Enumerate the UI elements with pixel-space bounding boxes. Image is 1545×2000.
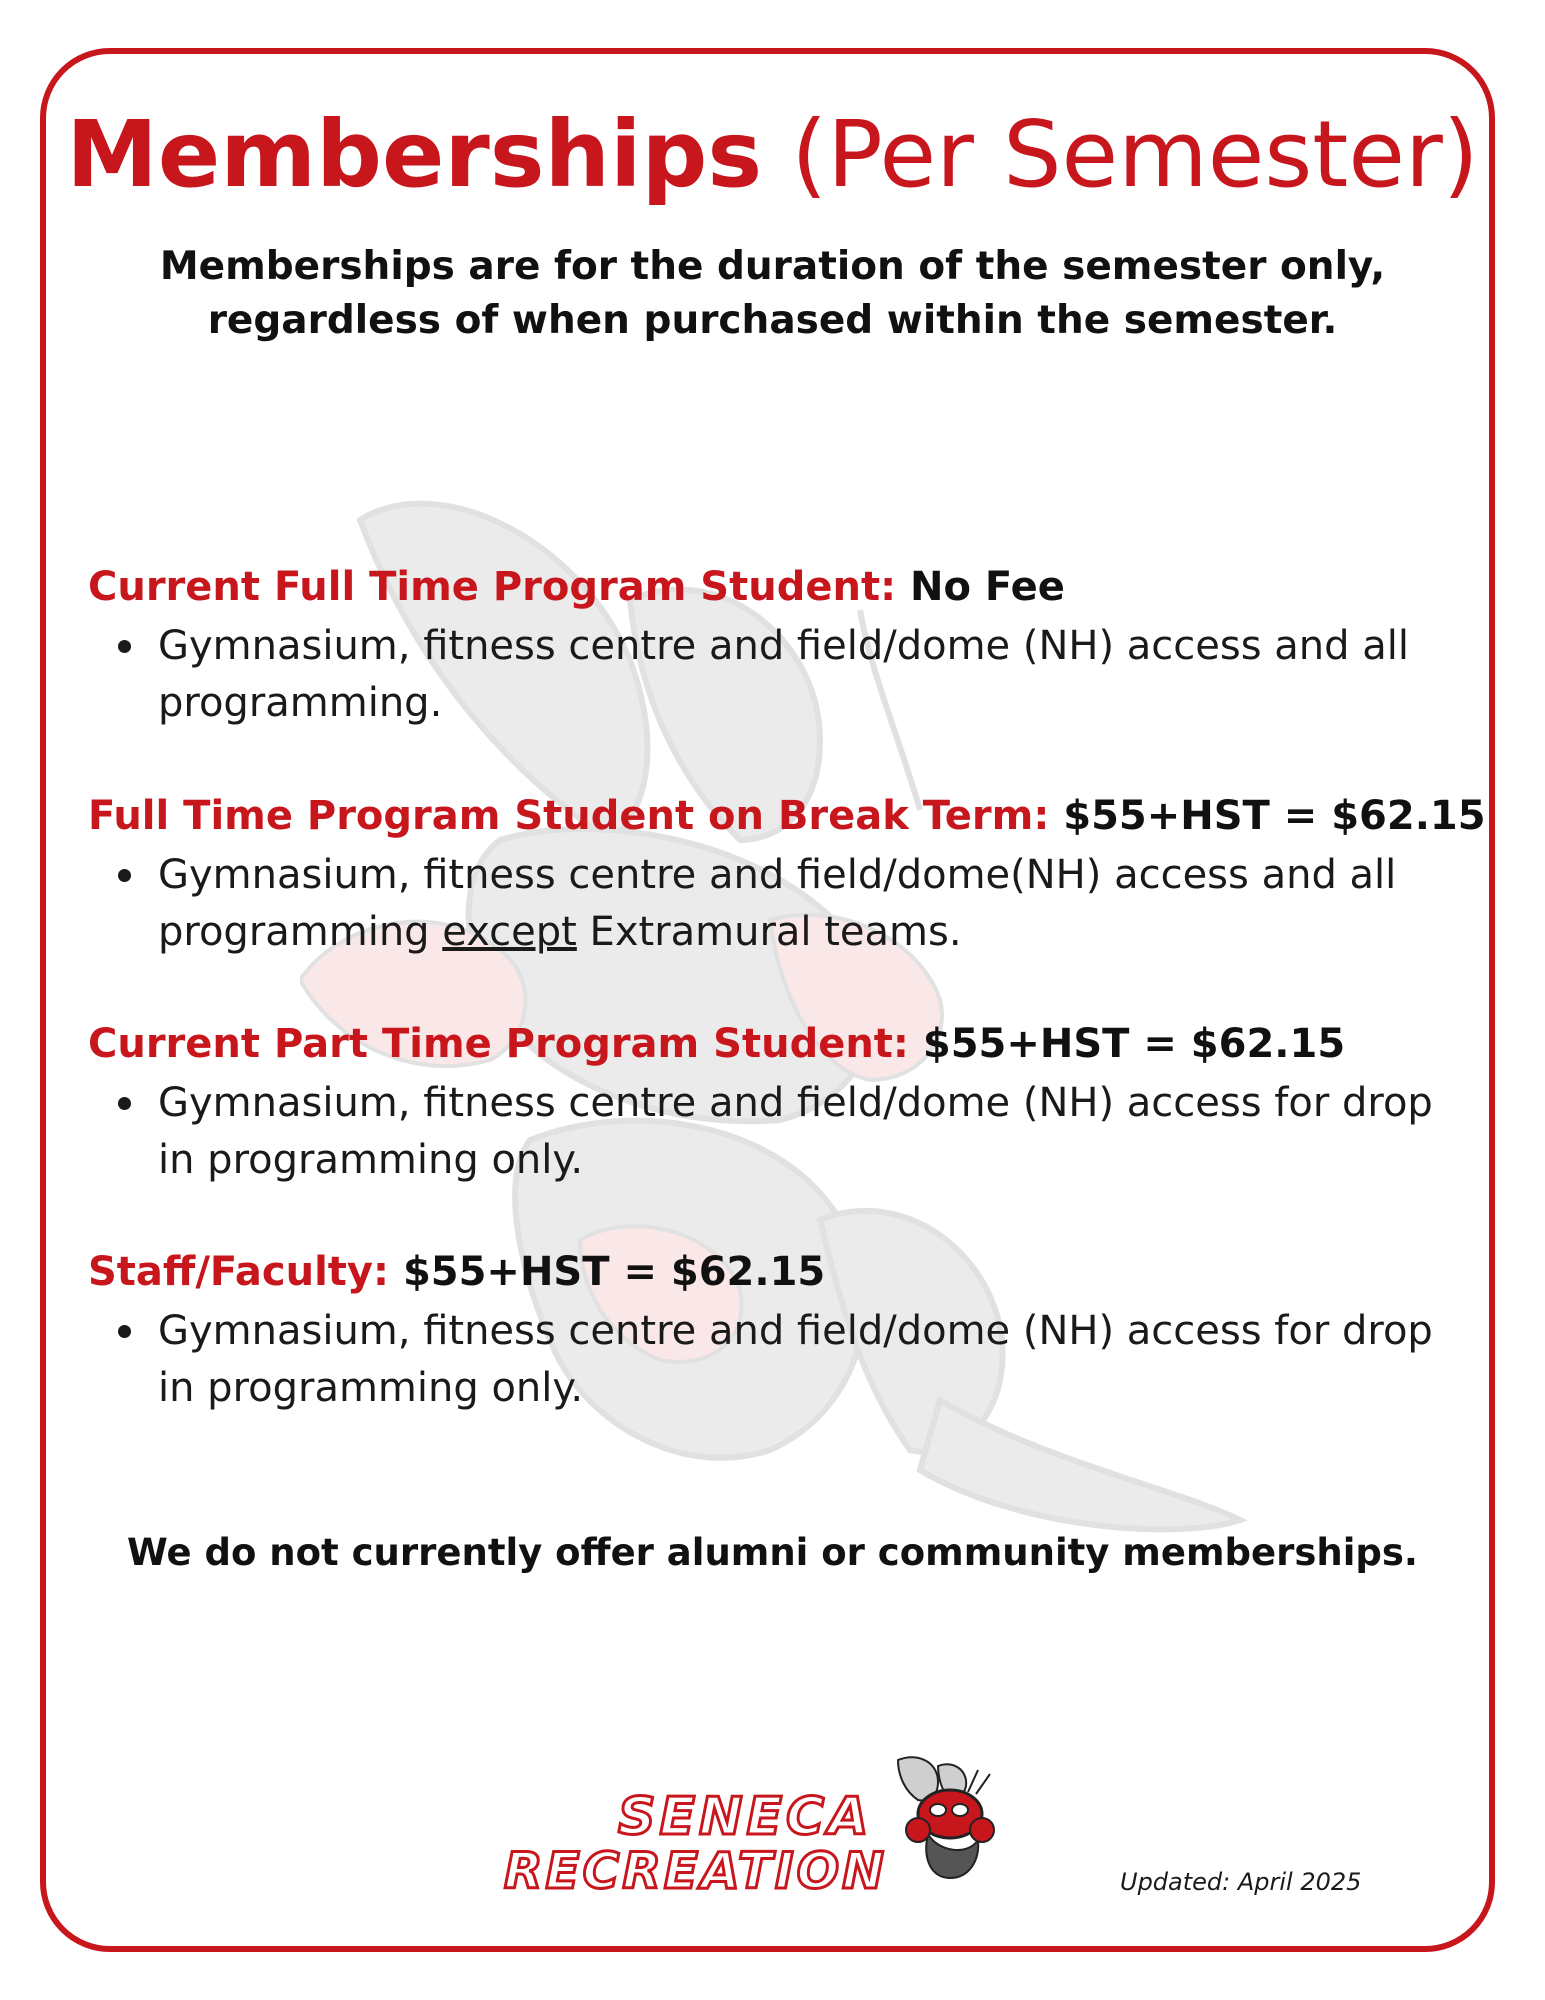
membership-heading [88,1017,1468,1071]
membership-price: No Fee [910,564,1065,610]
membership-price: $55+HST = $62.15 [1063,793,1486,839]
membership-label: Staff/Faculty: [88,1249,389,1295]
membership-staff-faculty [88,1245,1468,1417]
membership-bullet-text: Gymnasium, fitness centre and field/dome(NH) access and all programming [158,852,1397,955]
membership-bullet [88,618,1468,732]
membership-price: $55+HST = $62.15 [402,1249,826,1295]
membership-bullet-text: Gymnasium, fitness centre and field/dome (NH) access for drop in programming only. [158,1308,1433,1411]
footer-note: We do not currently offer alumni or community memberships. [127,1531,1418,1574]
bullet-dot-icon [118,1097,131,1110]
subtitle-line-1: Memberships are for the duration of the semester only, [159,244,1386,289]
membership-full-time [88,560,1468,732]
logo-line-2: RECREATION [504,1842,887,1900]
membership-part-time [88,1017,1468,1189]
membership-bullet-emphasis: except [442,909,577,955]
subtitle [150,240,1395,348]
logo-line-1: SENECA [618,1787,873,1847]
page-title [0,100,1545,210]
membership-label: Current Part Time Program Student: [88,1021,909,1067]
title-light: (Per Semester) [791,101,1479,208]
membership-break-term [88,789,1486,961]
membership-heading [88,1245,1468,1299]
membership-label: Current Full Time Program Student: [88,564,897,610]
title-bold: Memberships [66,101,763,208]
membership-bullet [88,1303,1468,1417]
membership-price: $55+HST = $62.15 [922,1021,1346,1067]
membership-heading [88,560,1468,614]
membership-heading [88,789,1486,843]
membership-bullet [88,1075,1468,1189]
membership-bullet-text: Gymnasium, fitness centre and field/dome (NH) access for drop in programming only. [158,1080,1433,1183]
membership-bullet [88,847,1468,961]
hornet-mascot-icon [898,1757,994,1878]
updated-date: Updated: April 2025 [1120,1868,1362,1896]
bullet-dot-icon [118,640,131,653]
membership-bullet-text-end: Extramural teams. [576,909,962,955]
membership-label: Full Time Program Student on Break Term: [88,793,1050,839]
bullet-dot-icon [118,869,131,882]
seneca-recreation-logo [498,1752,1043,1902]
membership-bullet-text: Gymnasium, fitness centre and field/dome (NH) access and all programming. [158,623,1409,726]
bullet-dot-icon [118,1325,131,1338]
subtitle-line-2: regardless of when purchased within the semester. [207,298,1338,343]
